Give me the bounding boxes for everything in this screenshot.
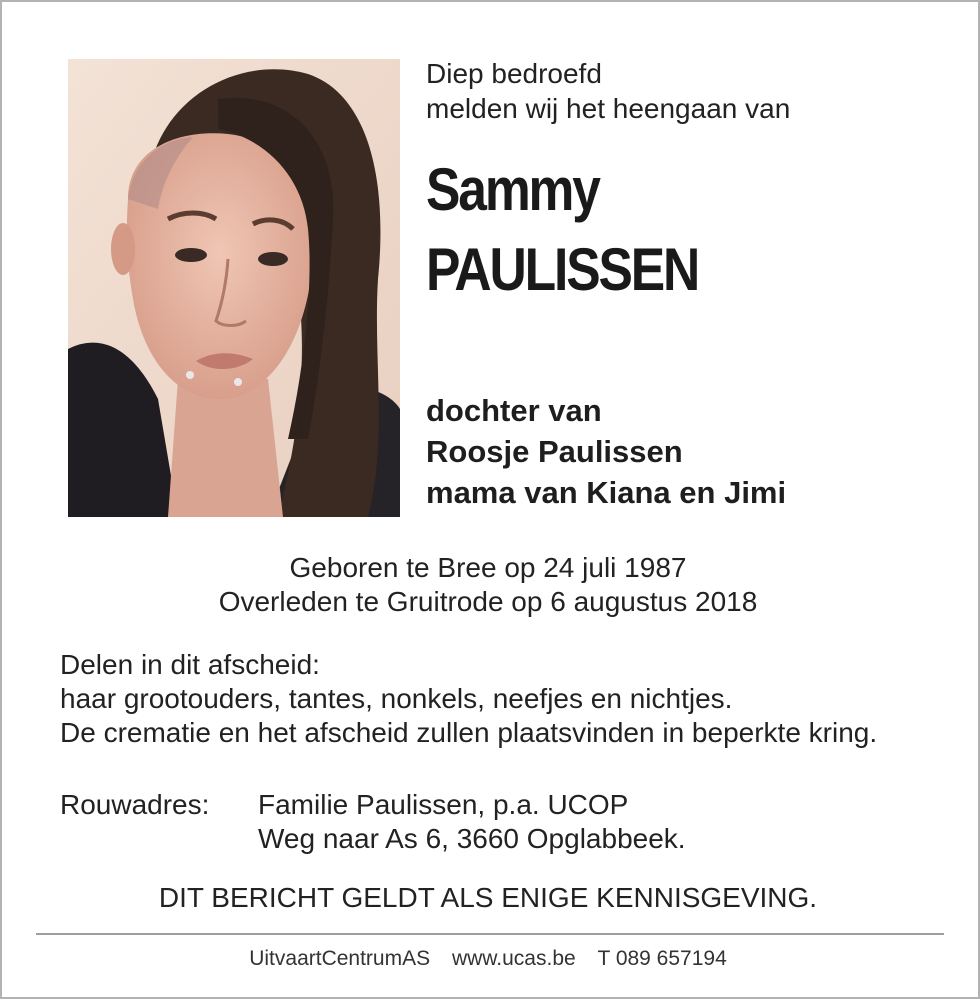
- intro-text: [426, 56, 790, 126]
- deceased-last-name: PAULISSEN: [426, 236, 699, 303]
- address-label: Rouwadres:: [60, 789, 210, 820]
- relation-line-3: mama van Kiana en Jimi: [426, 475, 787, 510]
- footer-company: UitvaartCentrumAS: [249, 947, 431, 970]
- portrait-photo: [68, 59, 400, 517]
- address-line-1: Familie Paulissen, p.a. UCOP: [258, 789, 629, 820]
- address-line-2: Weg naar As 6, 3660 Opglabbeek.: [258, 823, 686, 854]
- footer-divider: [36, 933, 944, 935]
- family-relations: [426, 390, 786, 513]
- birth-date: Geboren te Bree op 24 juli 1987: [289, 552, 687, 583]
- death-date: Overleden te Gruitrode op 6 augustus 2018: [218, 586, 758, 617]
- footer-website[interactable]: www.ucas.be: [451, 947, 576, 970]
- notice-text: DIT BERICHT GELDT ALS ENIGE KENNISGEVING.: [158, 882, 818, 913]
- footer: [0, 946, 976, 972]
- address-lines: [258, 788, 686, 856]
- deceased-first-name: Sammy: [426, 156, 599, 223]
- announcement-body: [60, 648, 920, 750]
- intro-line-1: Diep bedroefd: [426, 58, 602, 89]
- ceremony-text: De crematie en het afscheid zullen plaatsvinden in beperkte kring.: [60, 717, 878, 748]
- intro-line-2: melden wij het heengaan van: [426, 93, 791, 124]
- portrait-illustration: [68, 59, 400, 517]
- share-people: haar grootouders, tantes, nonkels, neefjes en nichtjes.: [60, 683, 733, 714]
- relation-line-1: dochter van: [426, 393, 602, 428]
- life-dates: [0, 551, 976, 619]
- relation-line-2: Roosje Paulissen: [426, 434, 683, 469]
- footer-phone: T 089 657194: [597, 947, 727, 970]
- share-label: Delen in dit afscheid:: [60, 649, 320, 680]
